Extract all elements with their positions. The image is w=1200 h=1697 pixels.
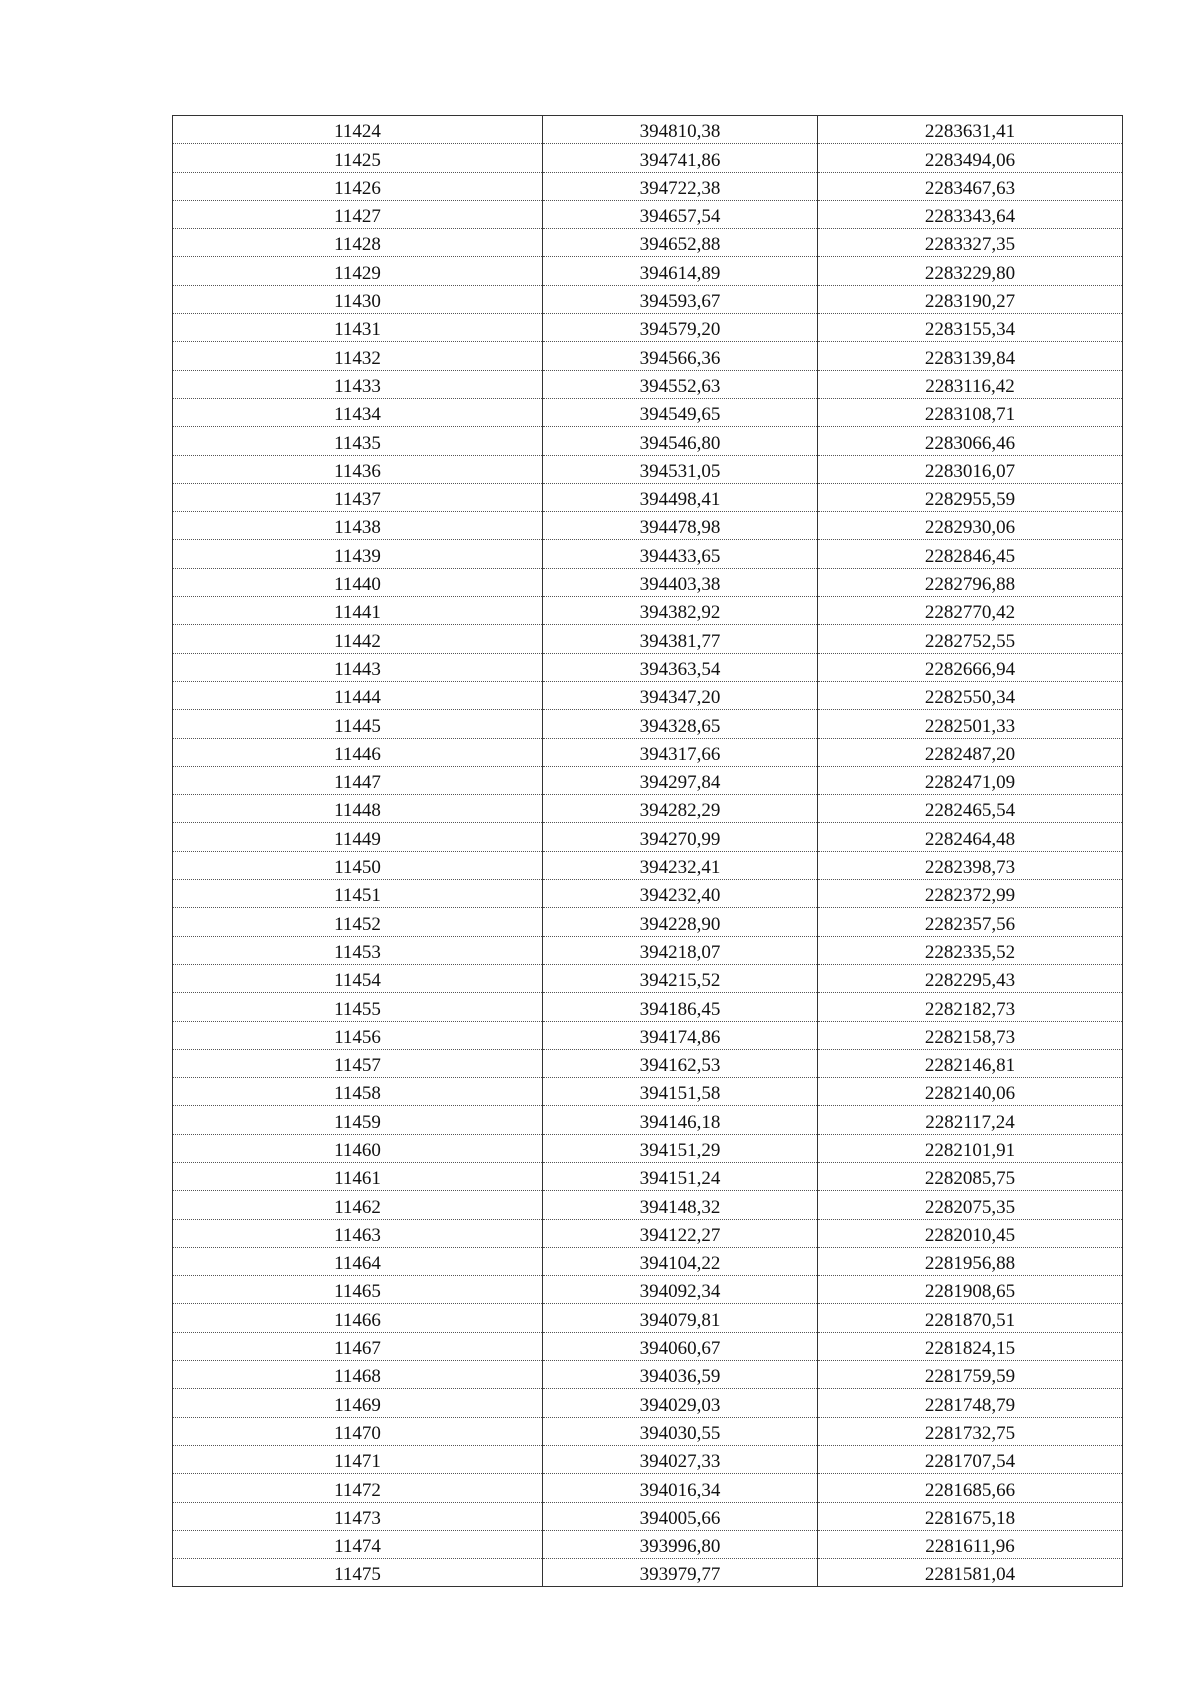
y-coordinate-cell: 2282182,73	[818, 993, 1123, 1021]
x-coordinate-cell: 393996,80	[543, 1530, 818, 1558]
y-coordinate-cell: 2282770,42	[818, 597, 1123, 625]
point-number-cell: 11450	[173, 851, 543, 879]
point-number-cell: 11467	[173, 1332, 543, 1360]
x-coordinate-cell: 394579,20	[543, 314, 818, 342]
y-coordinate-cell: 2281581,04	[818, 1559, 1123, 1587]
x-coordinate-cell: 394060,67	[543, 1332, 818, 1360]
x-coordinate-cell: 394215,52	[543, 964, 818, 992]
table-row	[173, 1530, 1123, 1558]
point-number-cell: 11473	[173, 1502, 543, 1530]
x-coordinate-cell: 394218,07	[543, 936, 818, 964]
point-number-cell: 11438	[173, 512, 543, 540]
table-row	[173, 1417, 1123, 1445]
y-coordinate-cell: 2282146,81	[818, 1049, 1123, 1077]
table-row	[173, 681, 1123, 709]
table-row	[173, 455, 1123, 483]
x-coordinate-cell: 394652,88	[543, 229, 818, 257]
coordinates-table	[172, 115, 1123, 1587]
table-row	[173, 483, 1123, 511]
table-row	[173, 1134, 1123, 1162]
coordinates-table-body	[173, 116, 1123, 1587]
y-coordinate-cell: 2282471,09	[818, 766, 1123, 794]
point-number-cell: 11470	[173, 1417, 543, 1445]
x-coordinate-cell: 394029,03	[543, 1389, 818, 1417]
point-number-cell: 11456	[173, 1021, 543, 1049]
y-coordinate-cell: 2283116,42	[818, 370, 1123, 398]
y-coordinate-cell: 2283108,71	[818, 398, 1123, 426]
table-row	[173, 653, 1123, 681]
table-row	[173, 116, 1123, 144]
x-coordinate-cell: 394232,41	[543, 851, 818, 879]
x-coordinate-cell: 394498,41	[543, 483, 818, 511]
y-coordinate-cell: 2282158,73	[818, 1021, 1123, 1049]
table-row	[173, 766, 1123, 794]
point-number-cell: 11465	[173, 1276, 543, 1304]
y-coordinate-cell: 2282465,54	[818, 795, 1123, 823]
x-coordinate-cell: 394270,99	[543, 823, 818, 851]
x-coordinate-cell: 394297,84	[543, 766, 818, 794]
y-coordinate-cell: 2281685,66	[818, 1474, 1123, 1502]
y-coordinate-cell: 2282085,75	[818, 1162, 1123, 1190]
x-coordinate-cell: 394122,27	[543, 1219, 818, 1247]
table-row	[173, 1162, 1123, 1190]
x-coordinate-cell: 394478,98	[543, 512, 818, 540]
x-coordinate-cell: 394317,66	[543, 738, 818, 766]
point-number-cell: 11430	[173, 285, 543, 313]
table-row	[173, 597, 1123, 625]
y-coordinate-cell: 2281611,96	[818, 1530, 1123, 1558]
point-number-cell: 11426	[173, 172, 543, 200]
x-coordinate-cell: 394228,90	[543, 908, 818, 936]
y-coordinate-cell: 2282930,06	[818, 512, 1123, 540]
point-number-cell: 11461	[173, 1162, 543, 1190]
y-coordinate-cell: 2282101,91	[818, 1134, 1123, 1162]
y-coordinate-cell: 2282487,20	[818, 738, 1123, 766]
point-number-cell: 11439	[173, 540, 543, 568]
point-number-cell: 11462	[173, 1191, 543, 1219]
y-coordinate-cell: 2282796,88	[818, 568, 1123, 596]
point-number-cell: 11474	[173, 1530, 543, 1558]
x-coordinate-cell: 394614,89	[543, 257, 818, 285]
point-number-cell: 11466	[173, 1304, 543, 1332]
x-coordinate-cell: 394030,55	[543, 1417, 818, 1445]
table-row	[173, 851, 1123, 879]
point-number-cell: 11428	[173, 229, 543, 257]
point-number-cell: 11424	[173, 116, 543, 144]
x-coordinate-cell: 394016,34	[543, 1474, 818, 1502]
table-row	[173, 710, 1123, 738]
table-row	[173, 936, 1123, 964]
x-coordinate-cell: 394079,81	[543, 1304, 818, 1332]
y-coordinate-cell: 2282010,45	[818, 1219, 1123, 1247]
y-coordinate-cell: 2281675,18	[818, 1502, 1123, 1530]
x-coordinate-cell: 394433,65	[543, 540, 818, 568]
y-coordinate-cell: 2283139,84	[818, 342, 1123, 370]
table-row	[173, 795, 1123, 823]
table-row	[173, 908, 1123, 936]
table-row	[173, 370, 1123, 398]
y-coordinate-cell: 2282335,52	[818, 936, 1123, 964]
table-row	[173, 1247, 1123, 1275]
y-coordinate-cell: 2282372,99	[818, 880, 1123, 908]
point-number-cell: 11464	[173, 1247, 543, 1275]
table-row	[173, 1276, 1123, 1304]
y-coordinate-cell: 2283327,35	[818, 229, 1123, 257]
table-row	[173, 823, 1123, 851]
x-coordinate-cell: 393979,77	[543, 1559, 818, 1587]
table-row	[173, 1389, 1123, 1417]
x-coordinate-cell: 394363,54	[543, 653, 818, 681]
y-coordinate-cell: 2282075,35	[818, 1191, 1123, 1219]
point-number-cell: 11455	[173, 993, 543, 1021]
point-number-cell: 11427	[173, 200, 543, 228]
table-row	[173, 625, 1123, 653]
table-row	[173, 568, 1123, 596]
table-row	[173, 512, 1123, 540]
table-row	[173, 144, 1123, 172]
y-coordinate-cell: 2282666,94	[818, 653, 1123, 681]
point-number-cell: 11469	[173, 1389, 543, 1417]
x-coordinate-cell: 394531,05	[543, 455, 818, 483]
table-row	[173, 1502, 1123, 1530]
y-coordinate-cell: 2283016,07	[818, 455, 1123, 483]
x-coordinate-cell: 394151,24	[543, 1162, 818, 1190]
y-coordinate-cell: 2281908,65	[818, 1276, 1123, 1304]
x-coordinate-cell: 394566,36	[543, 342, 818, 370]
table-row	[173, 427, 1123, 455]
x-coordinate-cell: 394151,29	[543, 1134, 818, 1162]
y-coordinate-cell: 2282501,33	[818, 710, 1123, 738]
point-number-cell: 11433	[173, 370, 543, 398]
y-coordinate-cell: 2281870,51	[818, 1304, 1123, 1332]
x-coordinate-cell: 394162,53	[543, 1049, 818, 1077]
y-coordinate-cell: 2283494,06	[818, 144, 1123, 172]
x-coordinate-cell: 394328,65	[543, 710, 818, 738]
y-coordinate-cell: 2283631,41	[818, 116, 1123, 144]
table-row	[173, 1445, 1123, 1473]
table-row	[173, 1078, 1123, 1106]
x-coordinate-cell: 394347,20	[543, 681, 818, 709]
table-row	[173, 285, 1123, 313]
x-coordinate-cell: 394381,77	[543, 625, 818, 653]
x-coordinate-cell: 394005,66	[543, 1502, 818, 1530]
table-row	[173, 314, 1123, 342]
table-row	[173, 1304, 1123, 1332]
point-number-cell: 11463	[173, 1219, 543, 1247]
y-coordinate-cell: 2282295,43	[818, 964, 1123, 992]
point-number-cell: 11443	[173, 653, 543, 681]
point-number-cell: 11425	[173, 144, 543, 172]
x-coordinate-cell: 394403,38	[543, 568, 818, 596]
x-coordinate-cell: 394232,40	[543, 880, 818, 908]
x-coordinate-cell: 394549,65	[543, 398, 818, 426]
table-row	[173, 540, 1123, 568]
x-coordinate-cell: 394552,63	[543, 370, 818, 398]
x-coordinate-cell: 394148,32	[543, 1191, 818, 1219]
y-coordinate-cell: 2282550,34	[818, 681, 1123, 709]
y-coordinate-cell: 2281748,79	[818, 1389, 1123, 1417]
table-row	[173, 257, 1123, 285]
point-number-cell: 11429	[173, 257, 543, 285]
point-number-cell: 11457	[173, 1049, 543, 1077]
table-row	[173, 880, 1123, 908]
table-row	[173, 964, 1123, 992]
x-coordinate-cell: 394186,45	[543, 993, 818, 1021]
point-number-cell: 11454	[173, 964, 543, 992]
x-coordinate-cell: 394722,38	[543, 172, 818, 200]
table-row	[173, 172, 1123, 200]
x-coordinate-cell: 394741,86	[543, 144, 818, 172]
y-coordinate-cell: 2282117,24	[818, 1106, 1123, 1134]
table-row	[173, 1106, 1123, 1134]
table-row	[173, 1049, 1123, 1077]
x-coordinate-cell: 394092,34	[543, 1276, 818, 1304]
y-coordinate-cell: 2282140,06	[818, 1078, 1123, 1106]
x-coordinate-cell: 394036,59	[543, 1361, 818, 1389]
table-row	[173, 1474, 1123, 1502]
x-coordinate-cell: 394282,29	[543, 795, 818, 823]
x-coordinate-cell: 394810,38	[543, 116, 818, 144]
table-row	[173, 738, 1123, 766]
y-coordinate-cell: 2283343,64	[818, 200, 1123, 228]
y-coordinate-cell: 2283066,46	[818, 427, 1123, 455]
point-number-cell: 11447	[173, 766, 543, 794]
x-coordinate-cell: 394382,92	[543, 597, 818, 625]
y-coordinate-cell: 2281732,75	[818, 1417, 1123, 1445]
point-number-cell: 11458	[173, 1078, 543, 1106]
point-number-cell: 11440	[173, 568, 543, 596]
table-row	[173, 1191, 1123, 1219]
point-number-cell: 11444	[173, 681, 543, 709]
x-coordinate-cell: 394174,86	[543, 1021, 818, 1049]
y-coordinate-cell: 2282846,45	[818, 540, 1123, 568]
point-number-cell: 11451	[173, 880, 543, 908]
point-number-cell: 11453	[173, 936, 543, 964]
point-number-cell: 11460	[173, 1134, 543, 1162]
x-coordinate-cell: 394104,22	[543, 1247, 818, 1275]
table-row	[173, 1332, 1123, 1360]
table-row	[173, 1361, 1123, 1389]
table-row	[173, 993, 1123, 1021]
y-coordinate-cell: 2283467,63	[818, 172, 1123, 200]
x-coordinate-cell: 394151,58	[543, 1078, 818, 1106]
point-number-cell: 11441	[173, 597, 543, 625]
point-number-cell: 11452	[173, 908, 543, 936]
point-number-cell: 11445	[173, 710, 543, 738]
x-coordinate-cell: 394027,33	[543, 1445, 818, 1473]
y-coordinate-cell: 2282464,48	[818, 823, 1123, 851]
point-number-cell: 11434	[173, 398, 543, 426]
y-coordinate-cell: 2282357,56	[818, 908, 1123, 936]
point-number-cell: 11442	[173, 625, 543, 653]
point-number-cell: 11437	[173, 483, 543, 511]
table-row	[173, 200, 1123, 228]
point-number-cell: 11436	[173, 455, 543, 483]
y-coordinate-cell: 2282398,73	[818, 851, 1123, 879]
point-number-cell: 11448	[173, 795, 543, 823]
point-number-cell: 11459	[173, 1106, 543, 1134]
y-coordinate-cell: 2282955,59	[818, 483, 1123, 511]
table-row	[173, 1021, 1123, 1049]
y-coordinate-cell: 2281956,88	[818, 1247, 1123, 1275]
x-coordinate-cell: 394657,54	[543, 200, 818, 228]
table-row	[173, 229, 1123, 257]
point-number-cell: 11446	[173, 738, 543, 766]
table-row	[173, 1559, 1123, 1587]
y-coordinate-cell: 2281707,54	[818, 1445, 1123, 1473]
point-number-cell: 11475	[173, 1559, 543, 1587]
y-coordinate-cell: 2283229,80	[818, 257, 1123, 285]
point-number-cell: 11472	[173, 1474, 543, 1502]
table-row	[173, 342, 1123, 370]
x-coordinate-cell: 394546,80	[543, 427, 818, 455]
y-coordinate-cell: 2283190,27	[818, 285, 1123, 313]
y-coordinate-cell: 2281824,15	[818, 1332, 1123, 1360]
point-number-cell: 11471	[173, 1445, 543, 1473]
y-coordinate-cell: 2283155,34	[818, 314, 1123, 342]
point-number-cell: 11449	[173, 823, 543, 851]
point-number-cell: 11431	[173, 314, 543, 342]
point-number-cell: 11435	[173, 427, 543, 455]
table-row	[173, 398, 1123, 426]
y-coordinate-cell: 2281759,59	[818, 1361, 1123, 1389]
y-coordinate-cell: 2282752,55	[818, 625, 1123, 653]
x-coordinate-cell: 394146,18	[543, 1106, 818, 1134]
x-coordinate-cell: 394593,67	[543, 285, 818, 313]
point-number-cell: 11468	[173, 1361, 543, 1389]
point-number-cell: 11432	[173, 342, 543, 370]
table-row	[173, 1219, 1123, 1247]
